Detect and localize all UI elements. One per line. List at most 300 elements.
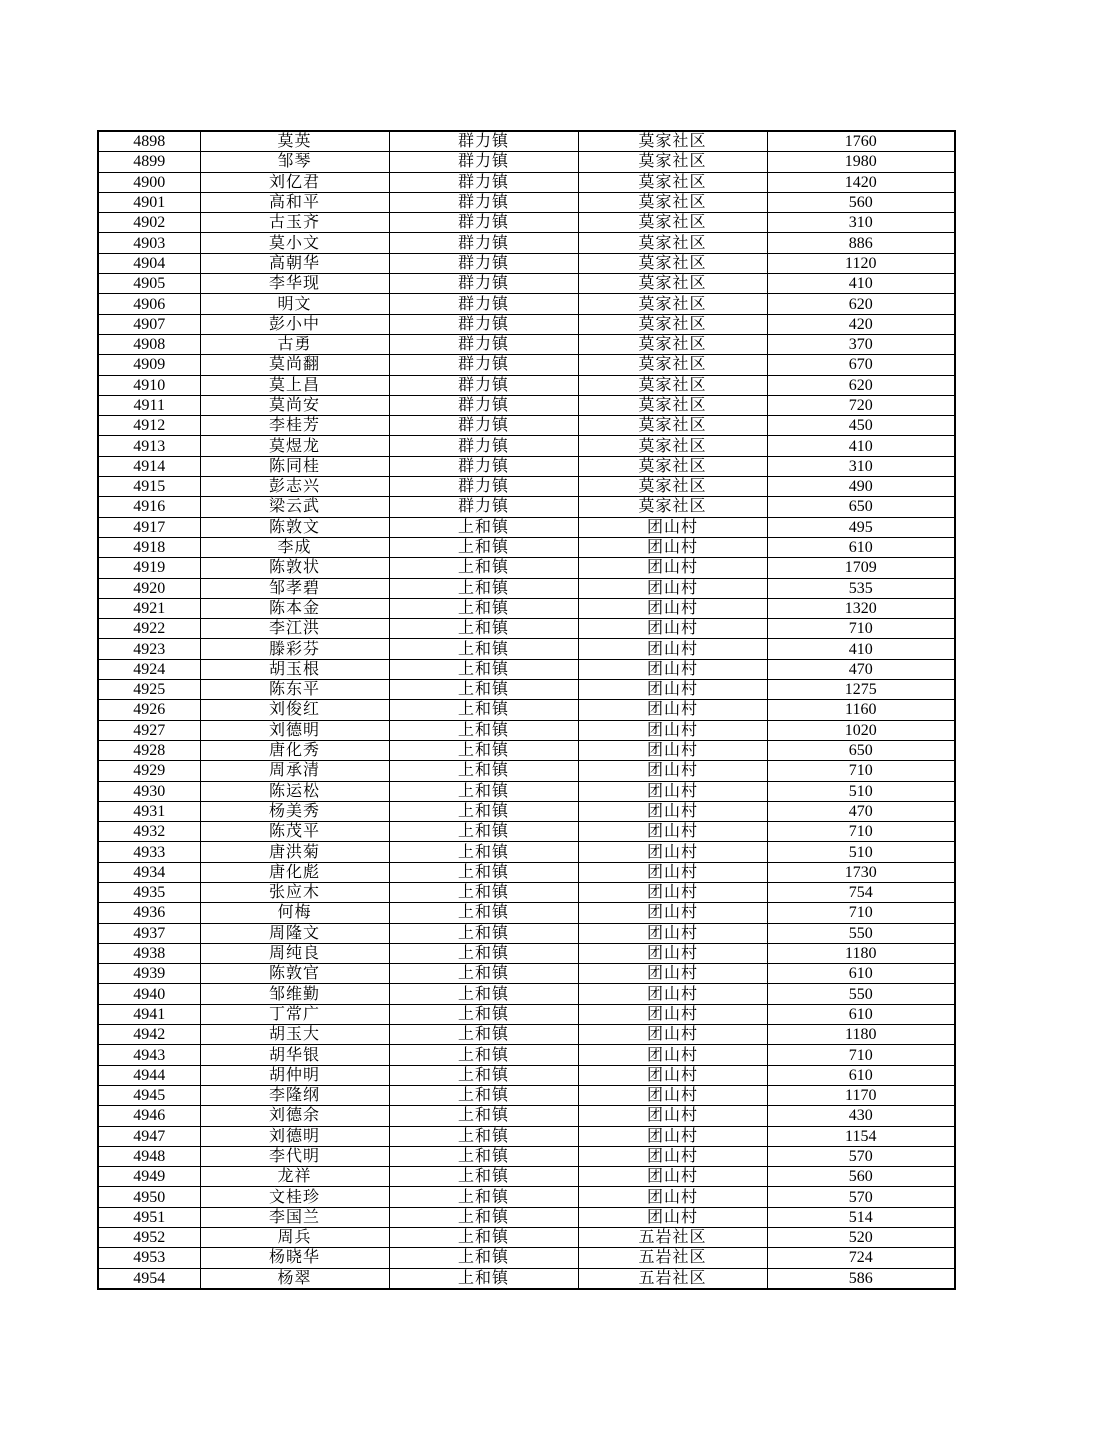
table-row bbox=[98, 1146, 955, 1166]
name-cell: 李成 bbox=[200, 537, 389, 557]
amount-cell: 1180 bbox=[767, 943, 955, 963]
table-row bbox=[98, 964, 955, 984]
row-number-cell: 4954 bbox=[98, 1268, 200, 1289]
amount-cell: 710 bbox=[767, 1045, 955, 1065]
row-number-cell: 4923 bbox=[98, 639, 200, 659]
row-number-cell: 4902 bbox=[98, 213, 200, 233]
town-cell: 上和镇 bbox=[389, 720, 578, 740]
village-cell: 莫家社区 bbox=[578, 477, 767, 497]
table-row bbox=[98, 253, 955, 273]
amount-cell: 514 bbox=[767, 1207, 955, 1227]
row-number-cell: 4919 bbox=[98, 558, 200, 578]
name-cell: 李隆纲 bbox=[200, 1085, 389, 1105]
row-number-cell: 4946 bbox=[98, 1106, 200, 1126]
name-cell: 胡玉根 bbox=[200, 659, 389, 679]
amount-cell: 510 bbox=[767, 842, 955, 862]
name-cell: 周承清 bbox=[200, 761, 389, 781]
row-number-cell: 4913 bbox=[98, 436, 200, 456]
name-cell: 杨晓华 bbox=[200, 1248, 389, 1268]
village-cell: 莫家社区 bbox=[578, 294, 767, 314]
town-cell: 群力镇 bbox=[389, 314, 578, 334]
table-row bbox=[98, 1106, 955, 1126]
amount-cell: 310 bbox=[767, 213, 955, 233]
name-cell: 唐化彪 bbox=[200, 862, 389, 882]
village-cell: 团山村 bbox=[578, 842, 767, 862]
name-cell: 陈敦官 bbox=[200, 964, 389, 984]
name-cell: 明文 bbox=[200, 294, 389, 314]
name-cell: 周兵 bbox=[200, 1228, 389, 1248]
name-cell: 胡仲明 bbox=[200, 1065, 389, 1085]
amount-cell: 610 bbox=[767, 537, 955, 557]
table-row bbox=[98, 192, 955, 212]
table-row bbox=[98, 1248, 955, 1268]
table-row bbox=[98, 740, 955, 760]
town-cell: 上和镇 bbox=[389, 882, 578, 902]
row-number-cell: 4929 bbox=[98, 761, 200, 781]
table-row bbox=[98, 720, 955, 740]
table-row bbox=[98, 172, 955, 192]
town-cell: 群力镇 bbox=[389, 334, 578, 354]
village-cell: 团山村 bbox=[578, 578, 767, 598]
amount-cell: 1420 bbox=[767, 172, 955, 192]
town-cell: 上和镇 bbox=[389, 1045, 578, 1065]
table-row bbox=[98, 1167, 955, 1187]
village-cell: 莫家社区 bbox=[578, 395, 767, 415]
town-cell: 上和镇 bbox=[389, 1146, 578, 1166]
amount-cell: 535 bbox=[767, 578, 955, 598]
town-cell: 群力镇 bbox=[389, 131, 578, 152]
village-cell: 团山村 bbox=[578, 700, 767, 720]
name-cell: 高朝华 bbox=[200, 253, 389, 273]
table-row bbox=[98, 1065, 955, 1085]
town-cell: 群力镇 bbox=[389, 294, 578, 314]
village-cell: 五岩社区 bbox=[578, 1268, 767, 1289]
amount-cell: 310 bbox=[767, 456, 955, 476]
amount-cell: 470 bbox=[767, 659, 955, 679]
table-row bbox=[98, 395, 955, 415]
row-number-cell: 4904 bbox=[98, 253, 200, 273]
village-cell: 团山村 bbox=[578, 1167, 767, 1187]
table-row bbox=[98, 1268, 955, 1289]
town-cell: 群力镇 bbox=[389, 253, 578, 273]
village-cell: 团山村 bbox=[578, 1004, 767, 1024]
row-number-cell: 4949 bbox=[98, 1167, 200, 1187]
table-row bbox=[98, 416, 955, 436]
name-cell: 刘俊红 bbox=[200, 700, 389, 720]
town-cell: 群力镇 bbox=[389, 213, 578, 233]
table-row bbox=[98, 233, 955, 253]
village-cell: 团山村 bbox=[578, 781, 767, 801]
table-row bbox=[98, 497, 955, 517]
amount-cell: 410 bbox=[767, 274, 955, 294]
town-cell: 群力镇 bbox=[389, 192, 578, 212]
village-cell: 团山村 bbox=[578, 619, 767, 639]
row-number-cell: 4911 bbox=[98, 395, 200, 415]
village-cell: 莫家社区 bbox=[578, 375, 767, 395]
town-cell: 上和镇 bbox=[389, 801, 578, 821]
table-row bbox=[98, 659, 955, 679]
table-row bbox=[98, 1207, 955, 1227]
village-cell: 莫家社区 bbox=[578, 456, 767, 476]
name-cell: 刘德明 bbox=[200, 720, 389, 740]
amount-cell: 650 bbox=[767, 740, 955, 760]
name-cell: 唐化秀 bbox=[200, 740, 389, 760]
amount-cell: 1980 bbox=[767, 152, 955, 172]
village-cell: 团山村 bbox=[578, 923, 767, 943]
village-cell: 团山村 bbox=[578, 598, 767, 618]
row-number-cell: 4938 bbox=[98, 943, 200, 963]
name-cell: 龙祥 bbox=[200, 1167, 389, 1187]
name-cell: 唐洪菊 bbox=[200, 842, 389, 862]
village-cell: 莫家社区 bbox=[578, 131, 767, 152]
town-cell: 上和镇 bbox=[389, 680, 578, 700]
row-number-cell: 4898 bbox=[98, 131, 200, 152]
town-cell: 上和镇 bbox=[389, 943, 578, 963]
table-row bbox=[98, 923, 955, 943]
village-cell: 莫家社区 bbox=[578, 213, 767, 233]
town-cell: 上和镇 bbox=[389, 761, 578, 781]
amount-cell: 1709 bbox=[767, 558, 955, 578]
table-row bbox=[98, 537, 955, 557]
name-cell: 滕彩芬 bbox=[200, 639, 389, 659]
amount-cell: 1320 bbox=[767, 598, 955, 618]
table-row bbox=[98, 862, 955, 882]
amount-cell: 710 bbox=[767, 761, 955, 781]
amount-cell: 450 bbox=[767, 416, 955, 436]
amount-cell: 720 bbox=[767, 395, 955, 415]
row-number-cell: 4944 bbox=[98, 1065, 200, 1085]
amount-cell: 1730 bbox=[767, 862, 955, 882]
row-number-cell: 4952 bbox=[98, 1228, 200, 1248]
table-row bbox=[98, 619, 955, 639]
village-cell: 团山村 bbox=[578, 558, 767, 578]
town-cell: 上和镇 bbox=[389, 1085, 578, 1105]
village-cell: 团山村 bbox=[578, 822, 767, 842]
row-number-cell: 4920 bbox=[98, 578, 200, 598]
name-cell: 邹孝碧 bbox=[200, 578, 389, 598]
town-cell: 上和镇 bbox=[389, 639, 578, 659]
row-number-cell: 4908 bbox=[98, 334, 200, 354]
village-cell: 团山村 bbox=[578, 1106, 767, 1126]
town-cell: 群力镇 bbox=[389, 355, 578, 375]
amount-cell: 420 bbox=[767, 314, 955, 334]
table-row bbox=[98, 477, 955, 497]
row-number-cell: 4901 bbox=[98, 192, 200, 212]
table-row bbox=[98, 274, 955, 294]
name-cell: 古勇 bbox=[200, 334, 389, 354]
amount-cell: 1275 bbox=[767, 680, 955, 700]
table-row bbox=[98, 781, 955, 801]
name-cell: 陈敦文 bbox=[200, 517, 389, 537]
amount-cell: 570 bbox=[767, 1187, 955, 1207]
row-number-cell: 4935 bbox=[98, 882, 200, 902]
town-cell: 上和镇 bbox=[389, 1025, 578, 1045]
name-cell: 陈东平 bbox=[200, 680, 389, 700]
amount-cell: 620 bbox=[767, 294, 955, 314]
name-cell: 莫尚翻 bbox=[200, 355, 389, 375]
town-cell: 上和镇 bbox=[389, 862, 578, 882]
table-row bbox=[98, 943, 955, 963]
row-number-cell: 4899 bbox=[98, 152, 200, 172]
row-number-cell: 4942 bbox=[98, 1025, 200, 1045]
row-number-cell: 4937 bbox=[98, 923, 200, 943]
row-number-cell: 4945 bbox=[98, 1085, 200, 1105]
village-cell: 团山村 bbox=[578, 964, 767, 984]
amount-cell: 1154 bbox=[767, 1126, 955, 1146]
amount-cell: 560 bbox=[767, 1167, 955, 1187]
town-cell: 上和镇 bbox=[389, 1167, 578, 1187]
town-cell: 群力镇 bbox=[389, 497, 578, 517]
amount-cell: 550 bbox=[767, 984, 955, 1004]
name-cell: 李桂芳 bbox=[200, 416, 389, 436]
table-row bbox=[98, 517, 955, 537]
name-cell: 莫煜龙 bbox=[200, 436, 389, 456]
row-number-cell: 4926 bbox=[98, 700, 200, 720]
village-cell: 莫家社区 bbox=[578, 355, 767, 375]
name-cell: 陈本金 bbox=[200, 598, 389, 618]
town-cell: 上和镇 bbox=[389, 1207, 578, 1227]
name-cell: 陈同桂 bbox=[200, 456, 389, 476]
name-cell: 莫英 bbox=[200, 131, 389, 152]
name-cell: 陈敦状 bbox=[200, 558, 389, 578]
village-cell: 团山村 bbox=[578, 1126, 767, 1146]
row-number-cell: 4933 bbox=[98, 842, 200, 862]
village-cell: 莫家社区 bbox=[578, 172, 767, 192]
row-number-cell: 4948 bbox=[98, 1146, 200, 1166]
table-row bbox=[98, 375, 955, 395]
amount-cell: 370 bbox=[767, 334, 955, 354]
name-cell: 陈运松 bbox=[200, 781, 389, 801]
name-cell: 周隆文 bbox=[200, 923, 389, 943]
amount-cell: 550 bbox=[767, 923, 955, 943]
name-cell: 邹琴 bbox=[200, 152, 389, 172]
row-number-cell: 4906 bbox=[98, 294, 200, 314]
town-cell: 群力镇 bbox=[389, 274, 578, 294]
village-cell: 五岩社区 bbox=[578, 1248, 767, 1268]
amount-cell: 620 bbox=[767, 375, 955, 395]
village-cell: 莫家社区 bbox=[578, 436, 767, 456]
town-cell: 上和镇 bbox=[389, 1004, 578, 1024]
row-number-cell: 4918 bbox=[98, 537, 200, 557]
row-number-cell: 4927 bbox=[98, 720, 200, 740]
name-cell: 刘德明 bbox=[200, 1126, 389, 1146]
records-table-body bbox=[98, 131, 955, 1289]
town-cell: 上和镇 bbox=[389, 700, 578, 720]
table-row bbox=[98, 1045, 955, 1065]
town-cell: 群力镇 bbox=[389, 233, 578, 253]
town-cell: 群力镇 bbox=[389, 456, 578, 476]
town-cell: 上和镇 bbox=[389, 903, 578, 923]
table-row bbox=[98, 1126, 955, 1146]
town-cell: 上和镇 bbox=[389, 1187, 578, 1207]
row-number-cell: 4936 bbox=[98, 903, 200, 923]
row-number-cell: 4934 bbox=[98, 862, 200, 882]
village-cell: 莫家社区 bbox=[578, 192, 767, 212]
name-cell: 李江洪 bbox=[200, 619, 389, 639]
table-row bbox=[98, 598, 955, 618]
row-number-cell: 4947 bbox=[98, 1126, 200, 1146]
table-row bbox=[98, 842, 955, 862]
table-row bbox=[98, 355, 955, 375]
row-number-cell: 4903 bbox=[98, 233, 200, 253]
village-cell: 团山村 bbox=[578, 1146, 767, 1166]
row-number-cell: 4950 bbox=[98, 1187, 200, 1207]
village-cell: 莫家社区 bbox=[578, 253, 767, 273]
table-row bbox=[98, 761, 955, 781]
town-cell: 上和镇 bbox=[389, 740, 578, 760]
village-cell: 团山村 bbox=[578, 1207, 767, 1227]
amount-cell: 610 bbox=[767, 1004, 955, 1024]
town-cell: 上和镇 bbox=[389, 578, 578, 598]
table-row bbox=[98, 822, 955, 842]
town-cell: 群力镇 bbox=[389, 395, 578, 415]
town-cell: 上和镇 bbox=[389, 598, 578, 618]
village-cell: 团山村 bbox=[578, 720, 767, 740]
name-cell: 李华现 bbox=[200, 274, 389, 294]
village-cell: 团山村 bbox=[578, 862, 767, 882]
row-number-cell: 4912 bbox=[98, 416, 200, 436]
amount-cell: 586 bbox=[767, 1268, 955, 1289]
village-cell: 莫家社区 bbox=[578, 152, 767, 172]
village-cell: 团山村 bbox=[578, 903, 767, 923]
village-cell: 莫家社区 bbox=[578, 334, 767, 354]
name-cell: 刘德余 bbox=[200, 1106, 389, 1126]
amount-cell: 710 bbox=[767, 822, 955, 842]
village-cell: 团山村 bbox=[578, 882, 767, 902]
table-row bbox=[98, 903, 955, 923]
row-number-cell: 4928 bbox=[98, 740, 200, 760]
row-number-cell: 4953 bbox=[98, 1248, 200, 1268]
table-row bbox=[98, 700, 955, 720]
table-row bbox=[98, 639, 955, 659]
village-cell: 莫家社区 bbox=[578, 416, 767, 436]
row-number-cell: 4925 bbox=[98, 680, 200, 700]
name-cell: 丁常广 bbox=[200, 1004, 389, 1024]
table-row bbox=[98, 1004, 955, 1024]
name-cell: 何梅 bbox=[200, 903, 389, 923]
town-cell: 上和镇 bbox=[389, 1106, 578, 1126]
town-cell: 上和镇 bbox=[389, 822, 578, 842]
name-cell: 高和平 bbox=[200, 192, 389, 212]
village-cell: 团山村 bbox=[578, 984, 767, 1004]
amount-cell: 1180 bbox=[767, 1025, 955, 1045]
row-number-cell: 4914 bbox=[98, 456, 200, 476]
town-cell: 上和镇 bbox=[389, 537, 578, 557]
village-cell: 团山村 bbox=[578, 680, 767, 700]
row-number-cell: 4931 bbox=[98, 801, 200, 821]
town-cell: 上和镇 bbox=[389, 1065, 578, 1085]
town-cell: 上和镇 bbox=[389, 964, 578, 984]
amount-cell: 710 bbox=[767, 903, 955, 923]
name-cell: 莫尚安 bbox=[200, 395, 389, 415]
row-number-cell: 4941 bbox=[98, 1004, 200, 1024]
name-cell: 古玉齐 bbox=[200, 213, 389, 233]
village-cell: 莫家社区 bbox=[578, 314, 767, 334]
amount-cell: 495 bbox=[767, 517, 955, 537]
town-cell: 上和镇 bbox=[389, 619, 578, 639]
town-cell: 上和镇 bbox=[389, 1126, 578, 1146]
town-cell: 上和镇 bbox=[389, 517, 578, 537]
table-row bbox=[98, 294, 955, 314]
name-cell: 李国兰 bbox=[200, 1207, 389, 1227]
name-cell: 刘亿君 bbox=[200, 172, 389, 192]
village-cell: 团山村 bbox=[578, 1065, 767, 1085]
name-cell: 邹维勤 bbox=[200, 984, 389, 1004]
name-cell: 周纯良 bbox=[200, 943, 389, 963]
name-cell: 彭小中 bbox=[200, 314, 389, 334]
row-number-cell: 4924 bbox=[98, 659, 200, 679]
amount-cell: 724 bbox=[767, 1248, 955, 1268]
name-cell: 彭志兴 bbox=[200, 477, 389, 497]
row-number-cell: 4932 bbox=[98, 822, 200, 842]
row-number-cell: 4921 bbox=[98, 598, 200, 618]
amount-cell: 610 bbox=[767, 1065, 955, 1085]
row-number-cell: 4951 bbox=[98, 1207, 200, 1227]
amount-cell: 470 bbox=[767, 801, 955, 821]
name-cell: 杨翠 bbox=[200, 1268, 389, 1289]
table-row bbox=[98, 984, 955, 1004]
name-cell: 胡华银 bbox=[200, 1045, 389, 1065]
amount-cell: 520 bbox=[767, 1228, 955, 1248]
row-number-cell: 4900 bbox=[98, 172, 200, 192]
village-cell: 团山村 bbox=[578, 943, 767, 963]
row-number-cell: 4909 bbox=[98, 355, 200, 375]
village-cell: 团山村 bbox=[578, 1045, 767, 1065]
row-number-cell: 4922 bbox=[98, 619, 200, 639]
amount-cell: 510 bbox=[767, 781, 955, 801]
town-cell: 群力镇 bbox=[389, 416, 578, 436]
row-number-cell: 4930 bbox=[98, 781, 200, 801]
amount-cell: 560 bbox=[767, 192, 955, 212]
table-row bbox=[98, 1187, 955, 1207]
table-row bbox=[98, 558, 955, 578]
amount-cell: 490 bbox=[767, 477, 955, 497]
name-cell: 杨美秀 bbox=[200, 801, 389, 821]
village-cell: 团山村 bbox=[578, 537, 767, 557]
town-cell: 上和镇 bbox=[389, 984, 578, 1004]
town-cell: 上和镇 bbox=[389, 842, 578, 862]
table-row bbox=[98, 436, 955, 456]
amount-cell: 650 bbox=[767, 497, 955, 517]
table-row bbox=[98, 1228, 955, 1248]
amount-cell: 410 bbox=[767, 639, 955, 659]
amount-cell: 1170 bbox=[767, 1085, 955, 1105]
table-row bbox=[98, 1025, 955, 1045]
town-cell: 上和镇 bbox=[389, 558, 578, 578]
records-table bbox=[97, 130, 956, 1290]
name-cell: 李代明 bbox=[200, 1146, 389, 1166]
table-row bbox=[98, 213, 955, 233]
town-cell: 上和镇 bbox=[389, 1248, 578, 1268]
row-number-cell: 4917 bbox=[98, 517, 200, 537]
town-cell: 上和镇 bbox=[389, 923, 578, 943]
row-number-cell: 4940 bbox=[98, 984, 200, 1004]
village-cell: 五岩社区 bbox=[578, 1228, 767, 1248]
table-row bbox=[98, 1085, 955, 1105]
table-row bbox=[98, 456, 955, 476]
village-cell: 团山村 bbox=[578, 1025, 767, 1045]
table-row bbox=[98, 801, 955, 821]
village-cell: 团山村 bbox=[578, 517, 767, 537]
amount-cell: 610 bbox=[767, 964, 955, 984]
name-cell: 莫小文 bbox=[200, 233, 389, 253]
town-cell: 上和镇 bbox=[389, 1228, 578, 1248]
town-cell: 群力镇 bbox=[389, 172, 578, 192]
town-cell: 上和镇 bbox=[389, 781, 578, 801]
row-number-cell: 4939 bbox=[98, 964, 200, 984]
town-cell: 上和镇 bbox=[389, 1268, 578, 1289]
amount-cell: 670 bbox=[767, 355, 955, 375]
